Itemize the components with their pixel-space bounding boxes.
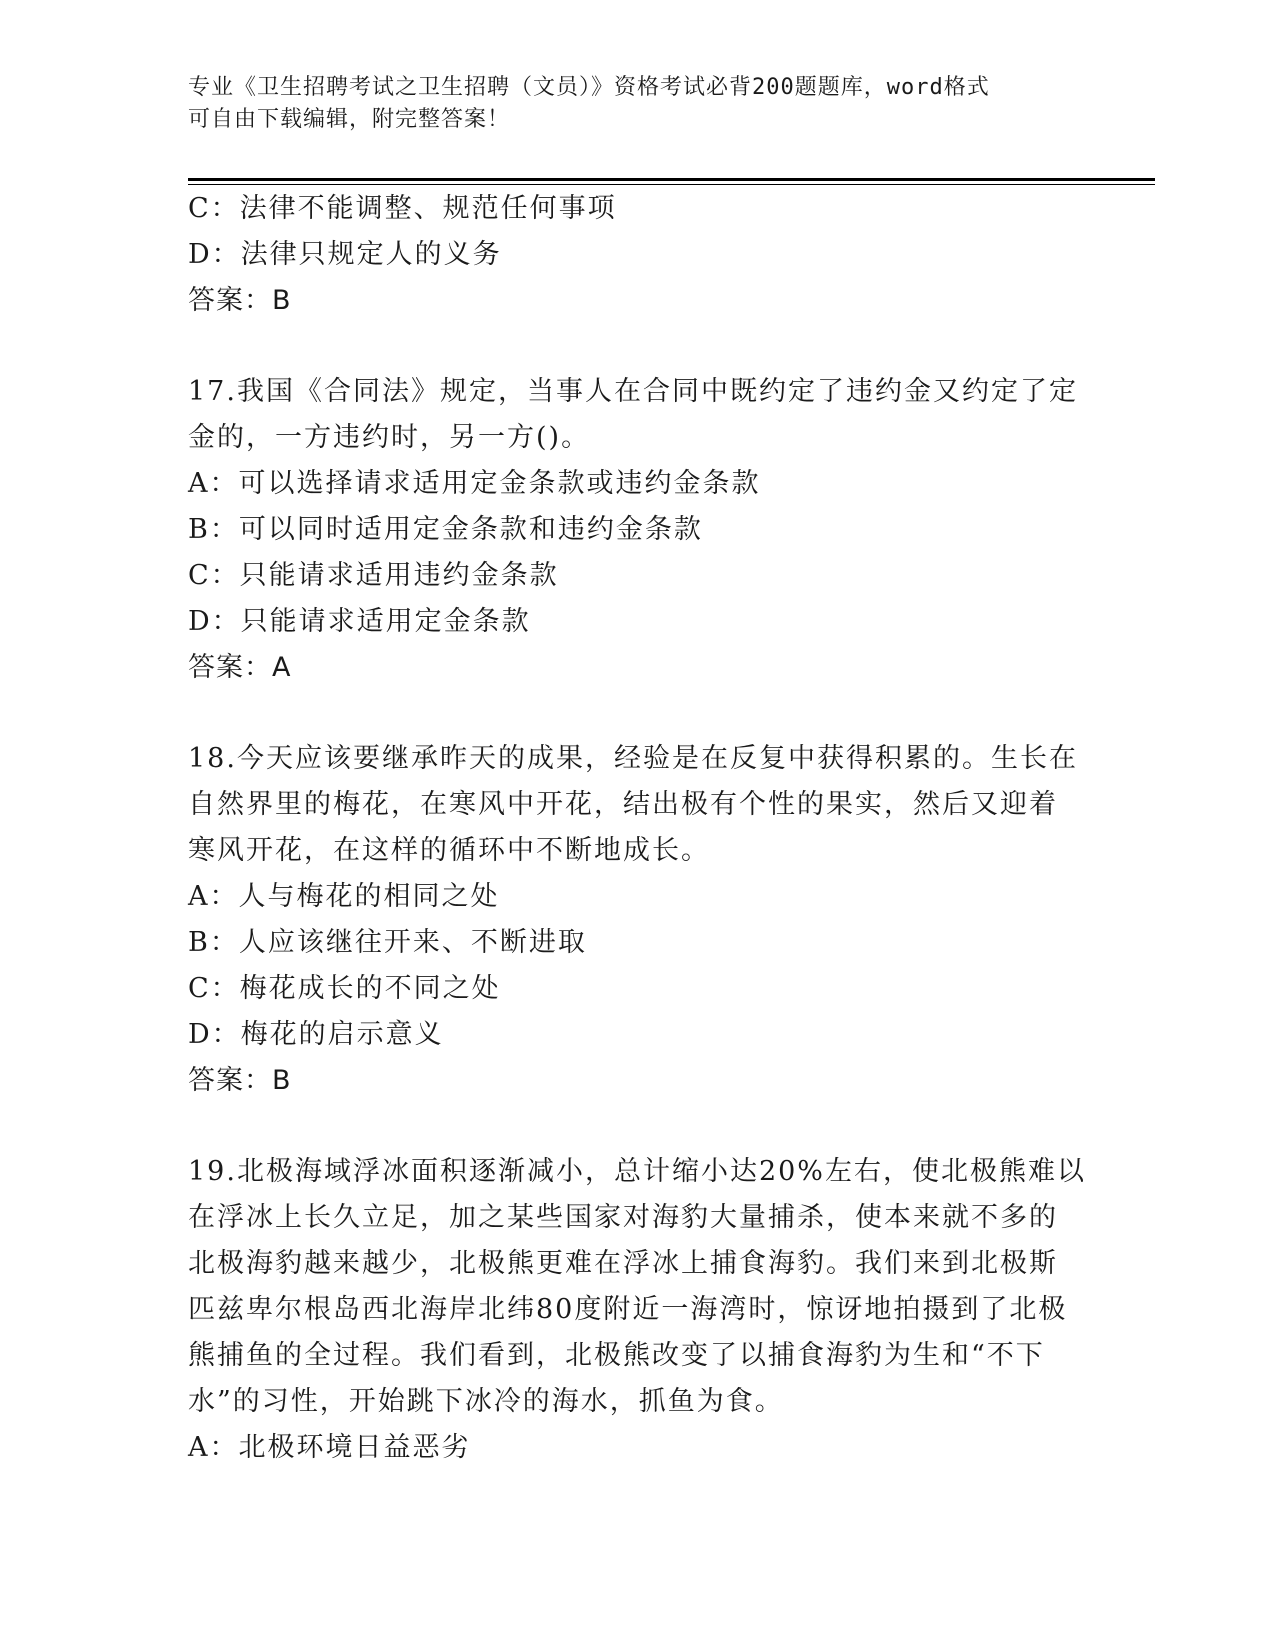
header-rule-thick [188, 178, 1155, 181]
answer-line: 答案：B [188, 285, 292, 316]
document-header [188, 72, 1088, 136]
question-text: 匹兹卑尔根岛西北海岸北纬80度附近一海湾时，惊讶地拍摄到了北极 [188, 1294, 1068, 1325]
question-text: 寒风开花，在这样的循环中不断地成长。 [188, 835, 710, 866]
header-line-2: 可自由下载编辑，附完整答案！ [188, 107, 511, 132]
option-d: D：梅花的启示意义 [188, 1019, 444, 1050]
option-b: B：人应该继往开来、不断进取 [188, 927, 587, 958]
question-17 [188, 369, 1088, 691]
answer-line: 答案：B [188, 1065, 292, 1096]
question-19 [188, 1149, 1088, 1471]
question-text: 熊捕鱼的全过程。我们看到，北极熊改变了以捕食海豹为生和“不下 [188, 1340, 1045, 1371]
question-text: 17.我国《合同法》规定，当事人在合同中既约定了违约金又约定了定 [188, 376, 1078, 407]
header-line-1: 专业《卫生招聘考试之卫生招聘（文员）》资格考试必背200题题库，word格式 [188, 75, 990, 100]
option-b: B：可以同时适用定金条款和违约金条款 [188, 514, 703, 545]
question-text: 在浮冰上长久立足，加之某些国家对海豹大量捕杀，使本来就不多的 [188, 1202, 1058, 1233]
question-text: 北极海豹越来越少，北极熊更难在浮冰上捕食海豹。我们来到北极斯 [188, 1248, 1058, 1279]
answer-line: 答案：A [188, 652, 292, 683]
option-d: D：只能请求适用定金条款 [188, 606, 531, 637]
option-a: A：北极环境日益恶劣 [188, 1432, 471, 1463]
question-text: 金的，一方违约时，另一方()。 [188, 422, 591, 453]
option-c: C：梅花成长的不同之处 [188, 973, 501, 1004]
question-text: 19.北极海域浮冰面积逐渐减小，总计缩小达20%左右，使北极熊难以 [188, 1156, 1086, 1187]
question-text: 18.今天应该要继承昨天的成果，经验是在反复中获得积累的。生长在 [188, 743, 1078, 774]
option-c: C：法律不能调整、规范任何事项 [188, 193, 617, 224]
question-text: 自然界里的梅花，在寒风中开花，结出极有个性的果实，然后又迎着 [188, 789, 1058, 820]
option-a: A：可以选择请求适用定金条款或违约金条款 [188, 468, 761, 499]
header-rule-thin [188, 184, 1155, 185]
question-18 [188, 736, 1088, 1104]
option-c: C：只能请求适用违约金条款 [188, 560, 559, 591]
option-a: A：人与梅花的相同之处 [188, 881, 500, 912]
prev-question [188, 186, 1088, 324]
option-d: D：法律只规定人的义务 [188, 239, 502, 270]
question-text: 水”的习性，开始跳下冰冷的海水，抓鱼为食。 [188, 1386, 784, 1417]
document-body [188, 186, 1088, 1471]
